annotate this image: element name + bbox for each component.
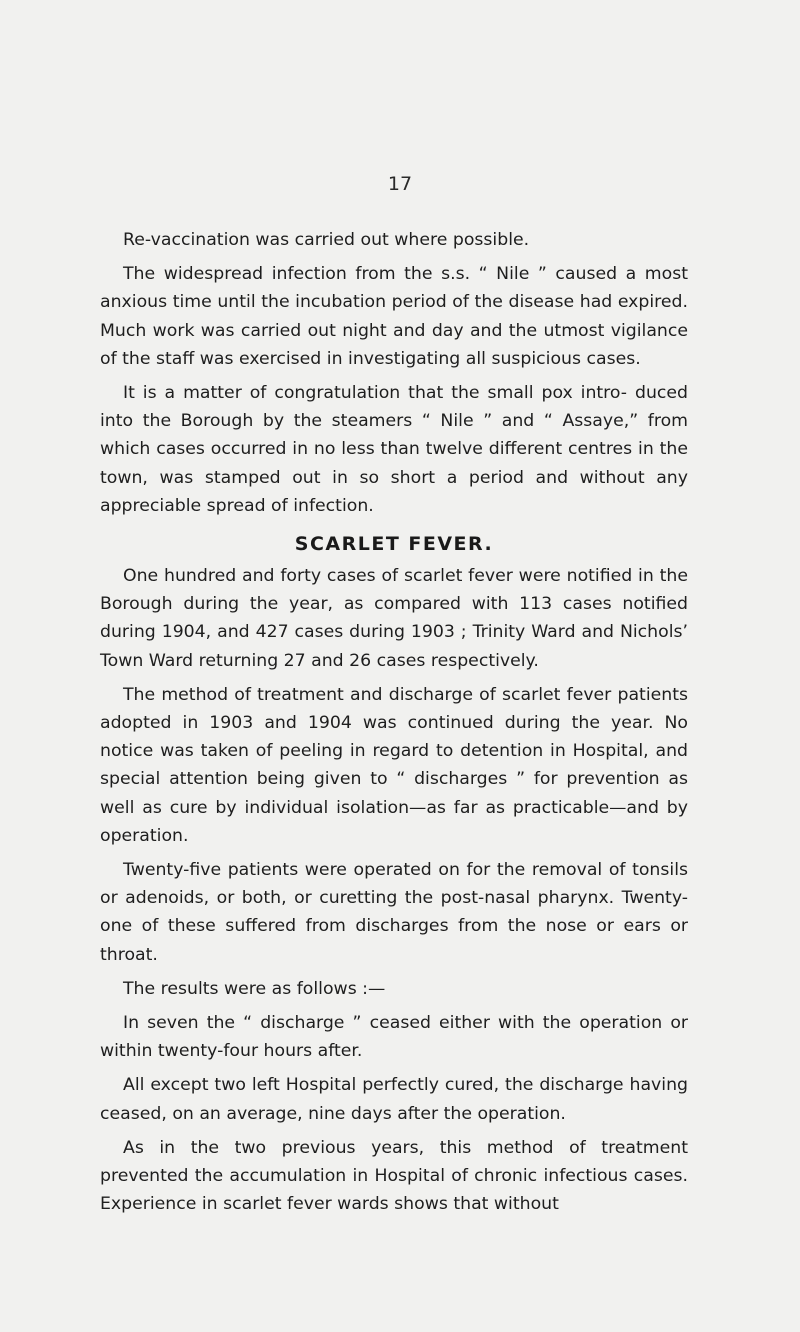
paragraph-results-intro: The results were as follows :— bbox=[123, 978, 386, 999]
paragraph-all-except-two: All except two left Hospital perfectly cured, the discharge having ceased, on an average, nine days after the operation. bbox=[100, 1075, 688, 1124]
paragraph-cases-notified: One hundred and forty cases of scarlet fever were notified in the Borough during the year, as compared with 113 cases notified during 1904, and 427 cases during 1903 ; Trinity Ward and Nichols’ Town Ward returning 27 and 26 cases respectively. bbox=[100, 566, 688, 671]
paragraph-treatment-method: The method of treatment and discharge of scarlet fever patients adopted in 1903 and 1904 was continued during the year. No notice was taken of peeling in regard to detention in Hospital, and special attention being given to “ discharges ” for prevention as well as cure by individual isolation—as far as practicable—and by operation. bbox=[100, 684, 688, 846]
paragraph-congratulation: It is a matter of congratulation that the small pox intro- duced into the Borough by the steamers “ Nile ” and “ Assaye,” from which cases occurred in no less than twelve different centres in the town, was stamped out in so short a period and without any appreciable spread of infection. bbox=[100, 383, 688, 516]
paragraph-previous-years: As in the two previous years, this method of treatment prevented the accumulation in Hospital of chronic infectious cases. Experience in scarlet fever wards shows that without bbox=[100, 1137, 688, 1215]
page-number: 17 bbox=[387, 173, 413, 195]
paragraph-seven-ceased: In seven the “ discharge ” ceased either with the operation or within twenty-four hours after. bbox=[100, 1013, 688, 1062]
body-text bbox=[100, 226, 688, 1225]
paragraph-nile-infection: The widespread infection from the s.s. “ Nile ” caused a most anxious time until the incubation period of the disease had expired. Much work was carried out night and day and the utmost vigilance of the staff was exercised in investigating all suspicious cases. bbox=[100, 264, 688, 369]
paragraph-revaccination: Re-vaccination was carried out where possible. bbox=[123, 230, 530, 250]
section-heading-scarlet-fever: SCARLET FEVER. bbox=[294, 533, 494, 556]
paragraph-operations: Twenty-five patients were operated on for the removal of tonsils or adenoids, or both, or curetting the post-nasal pharynx. Twenty-one of these suffered from discharges from the nose or ears or throat. bbox=[100, 860, 688, 965]
